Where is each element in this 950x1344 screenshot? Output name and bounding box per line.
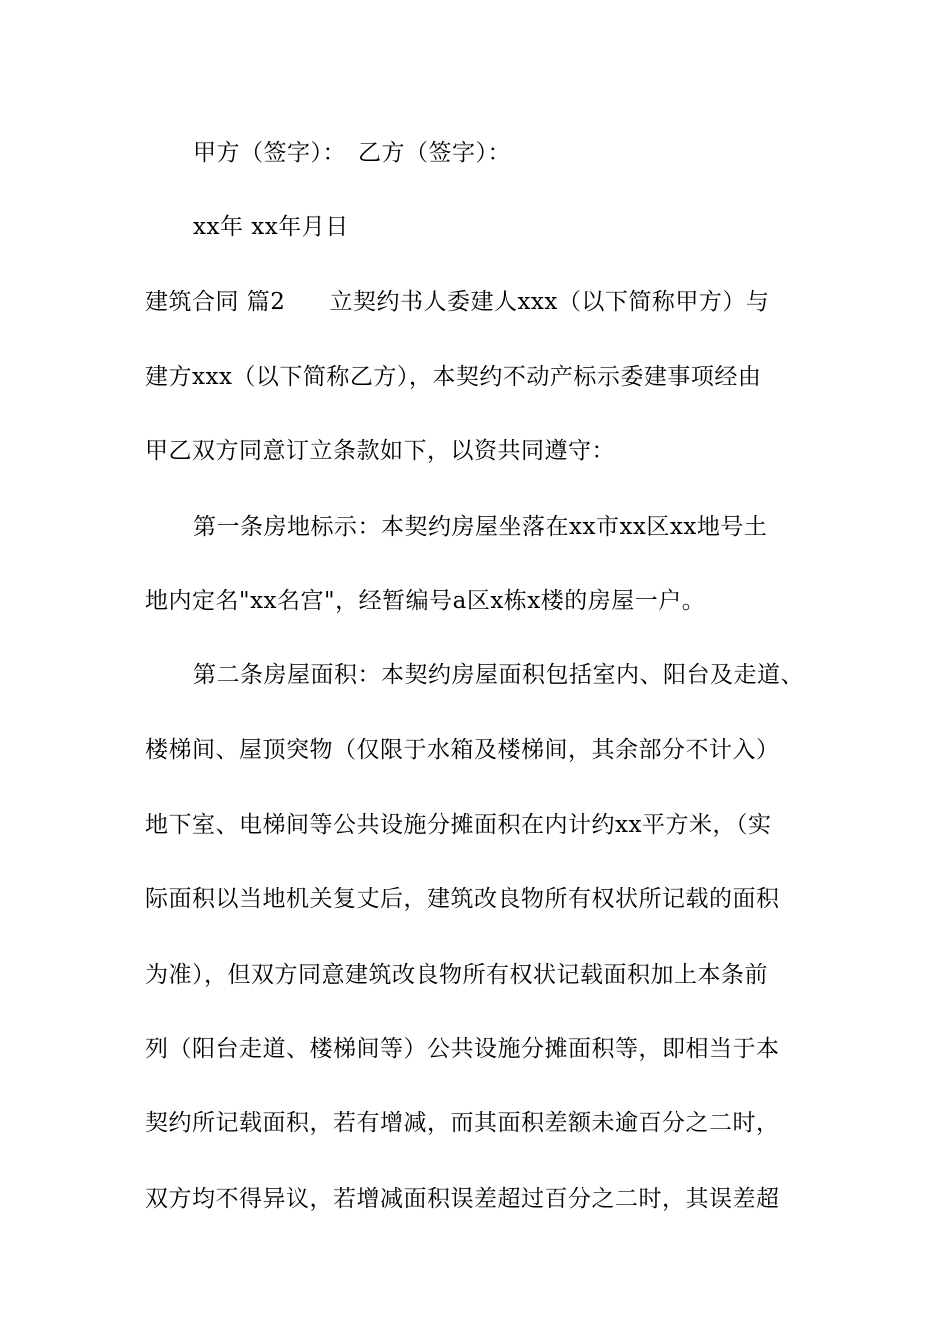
body-line: 地内定名"xx名宫"，经暂编号a区x栋x楼的房屋一户。 bbox=[145, 588, 706, 614]
body-line: 契约所记载面积，若有增减，而其面积差额未逾百分之二时， bbox=[145, 1110, 780, 1136]
body-line: 为准），但双方同意建筑改良物所有权状记载面积加上本条前 bbox=[145, 962, 768, 988]
signature-line bbox=[193, 138, 511, 168]
party-b-signature-label: 乙方（签字）： bbox=[358, 140, 511, 166]
body-line: 双方均不得异议，若增减面积误差超过百分之二时，其误差超 bbox=[145, 1186, 780, 1212]
party-a-signature-label: 甲方（签字）： bbox=[193, 140, 346, 166]
body-line: 楼梯间、屋顶突物（仅限于水箱及楼梯间，其余部分不计入） bbox=[145, 737, 780, 763]
body-line: 立契约书人委建人xxx（以下简称甲方）与 bbox=[329, 289, 770, 315]
body-line: 建方xxx（以下简称乙方），本契约不动产标示委建事项经由 bbox=[145, 364, 762, 390]
date-line: xx年 xx年月日 bbox=[193, 214, 349, 240]
body-line: 列（阳台走道、楼梯间等）公共设施分摊面积等，即相当于本 bbox=[145, 1036, 780, 1062]
body-line: 甲乙双方同意订立条款如下，以资共同遵守： bbox=[145, 438, 615, 464]
section-heading: 建筑合同 篇2 bbox=[145, 289, 286, 315]
section-heading-line bbox=[145, 287, 769, 317]
body-line: 地下室、电梯间等公共设施分摊面积在内计约xx平方米，（实 bbox=[145, 812, 772, 838]
body-line: 际面积以当地机关复丈后，建筑改良物所有权状所记载的面积 bbox=[145, 886, 780, 912]
clause-1-line: 第一条房地标示：本契约房屋坐落在xx市xx区xx地号土 bbox=[193, 514, 768, 540]
clause-2-line: 第二条房屋面积：本契约房屋面积包括室内、阳台及走道、 bbox=[193, 662, 804, 688]
